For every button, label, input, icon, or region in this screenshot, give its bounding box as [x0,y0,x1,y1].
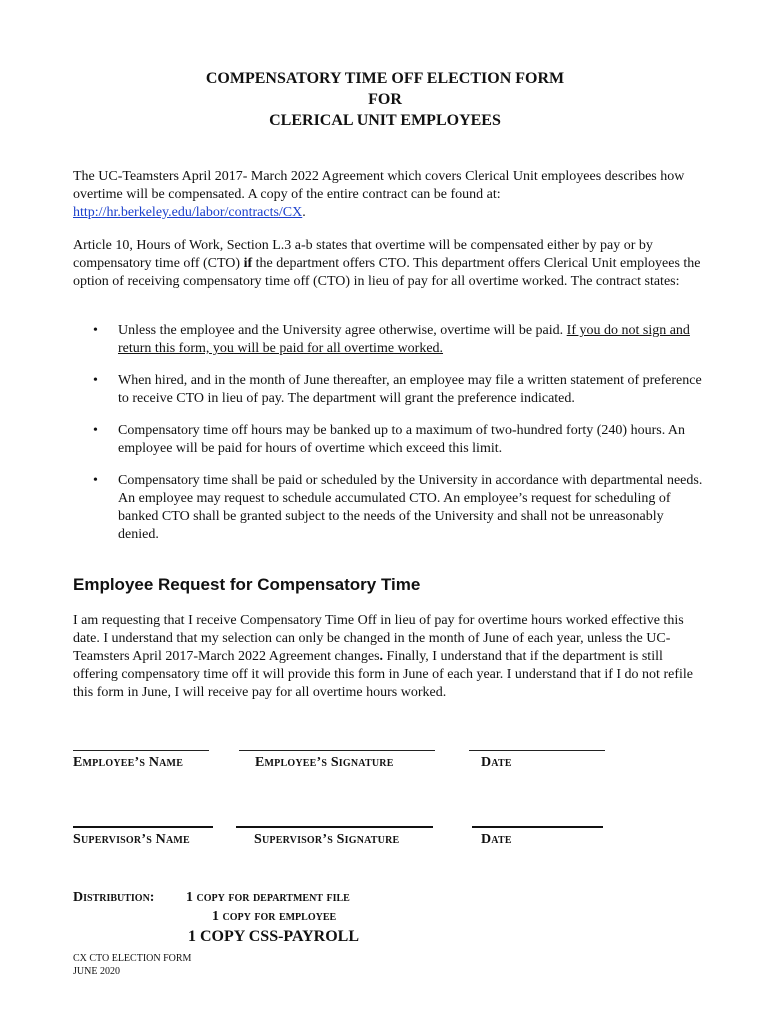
list-item [73,472,703,544]
employee-date-line[interactable] [469,750,605,751]
distribution-line-1: 1 copy for department file [186,890,350,905]
bullet-4-text: Compensatory time shall be paid or scheduled by the University in accordance with departmental needs. An employee may request to schedule accumulated CTO. An employee’s request for scheduling of banked CTO shall be granted subject to the needs of the University and shall not be unreasonably denied. [118,473,703,542]
supervisor-name-label: Supervisor’s Name [73,832,190,847]
footer-form-name: CX CTO ELECTION FORM [73,953,192,964]
footer-date: JUNE 2020 [73,966,120,977]
supervisor-date-label: Date [481,832,512,847]
bullet-2-text: When hired, and in the month of June thereafter, an employee may file a written statement of preference to receive CTO in lieu of pay. The department will grant the preference indicated. [118,373,702,406]
list-item [73,322,703,358]
contract-bullet-list [73,322,703,558]
bullet-1-underlined: If you do not sign and return this form, you will be paid for all overtime worked. [118,323,690,356]
employee-name-line[interactable] [73,750,209,751]
supervisor-signature-label: Supervisor’s Signature [254,832,400,847]
request-paragraph [73,612,703,702]
intro-text: The UC-Teamsters April 2017- March 2022 Agreement which covers Clerical Unit employees describes how overtime will be compensated. A copy of the entire contract can be found at: [73,169,685,202]
list-item [73,372,703,408]
employee-date-label: Date [481,755,512,770]
employee-signature-label: Employee’s Signature [255,755,394,770]
employee-name-label: Employee’s Name [73,755,184,770]
bullet-1-text: Unless the employee and the University agree otherwise, overtime will be paid. [118,323,564,338]
request-heading: Employee Request for Compensatory Time [73,575,421,594]
article-text-a: Article 10, Hours of Work, Section L.3 a-b states that overtime will be compensated either by pay or by compensatory time off (CTO) [73,238,653,271]
supervisor-name-line[interactable] [73,826,213,828]
employee-signature-line[interactable] [239,750,435,751]
title-line-2: FOR [368,91,402,108]
contract-link[interactable]: http://hr.berkeley.edu/labor/contracts/CX [73,205,303,220]
request-bold-period: . [379,649,384,664]
article-text-b: the department offers CTO. This department offers Clerical Unit employees the option of receiving compensatory time off (CTO) in lieu of pay for all overtime worked. The contract states: [73,256,701,289]
title-line-3: CLERICAL UNIT EMPLOYEES [269,112,501,129]
request-text-a: I am requesting that I receive Compensatory Time Off in lieu of pay for overtime hours worked effective this date. I understand that my selection can only be changed in the month of June of each year, unless the UC-Teamsters April 2017-March 2022 Agreement changes [73,613,684,664]
bullet-icon: • [93,323,98,338]
distribution-label: Distribution: [73,890,155,905]
request-text-b: Finally, I understand that if the department is still offering compensatory time off it will provide this form in June of each year. I understand that if I do not refile this form in June, I will receive pay for all overtime hours worked. [73,649,693,700]
article-bold-if: if [243,256,253,271]
form-title [0,68,770,131]
supervisor-date-line[interactable] [472,826,603,828]
bullet-icon: • [93,423,98,438]
intro-paragraph [73,168,703,222]
bullet-3-text: Compensatory time off hours may be banked up to a maximum of two-hundred forty (240) hours. An employee will be paid for hours of overtime which exceed this limit. [118,423,686,456]
intro-link-period: . [302,205,306,220]
article-paragraph [73,237,703,291]
title-line-1: COMPENSATORY TIME OFF ELECTION FORM [205,70,565,87]
bullet-icon: • [93,373,98,388]
bullet-icon: • [93,473,98,488]
list-item [73,422,703,458]
distribution-line-2: 1 copy for employee [212,909,337,924]
distribution-line-3: 1 COPY CSS-PAYROLL [188,928,359,945]
supervisor-signature-line[interactable] [236,826,433,828]
